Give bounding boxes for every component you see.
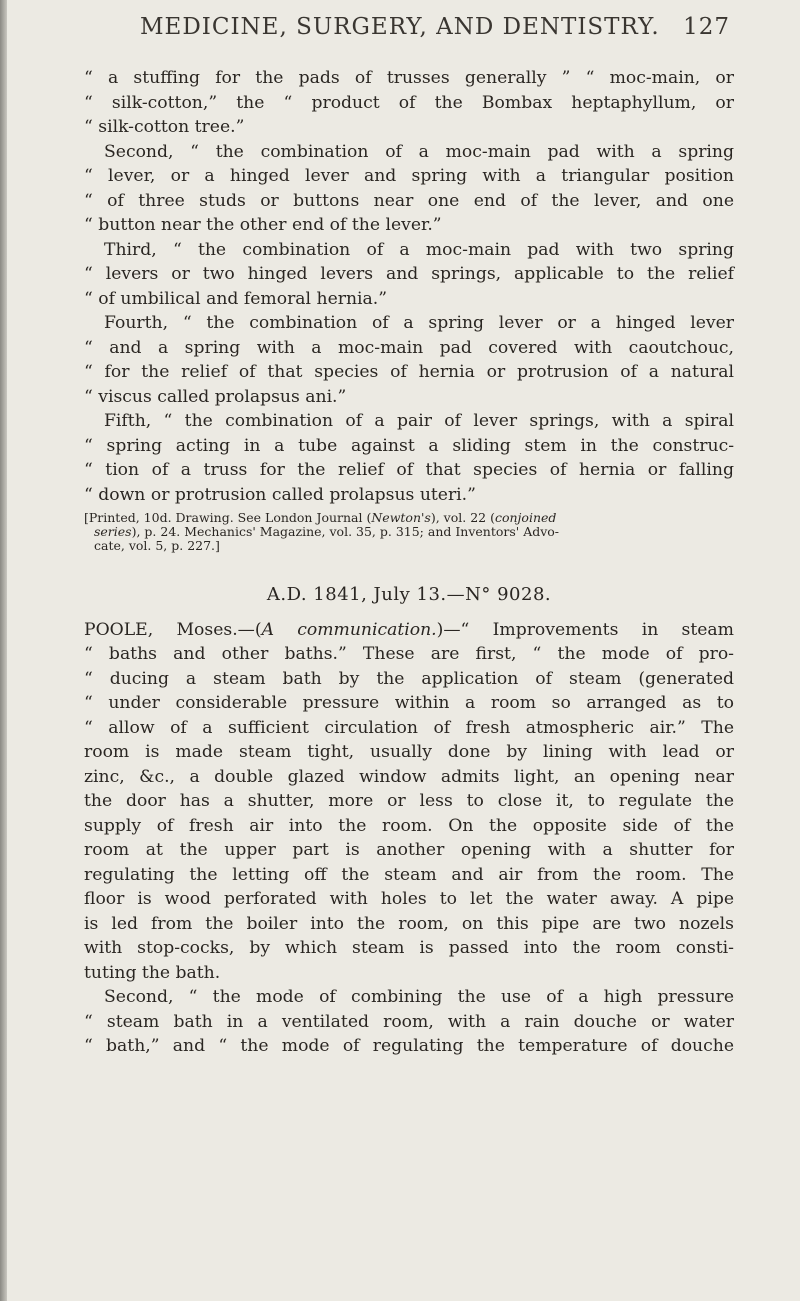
entry-first-line-rest: —“ Improvements in steam bbox=[443, 619, 734, 640]
text-line: “ tion of a truss for the relief of that species of hernia or falling bbox=[84, 460, 734, 480]
text-line: “ under considerable pressure within a room so arranged as to bbox=[84, 693, 734, 713]
patentee-name: POOLE, Moses. bbox=[84, 619, 238, 640]
text-line: “ for the relief of that species of hernia or protrusion of a natural bbox=[84, 362, 734, 382]
page-number: 127 bbox=[683, 14, 730, 40]
running-title: MEDICINE, SURGERY, AND DENTISTRY. bbox=[140, 14, 660, 40]
text-line: is led from the boiler into the room, on this pipe are two nozels bbox=[84, 913, 734, 934]
text-line: with stop-cocks, by which steam is passed into the room consti- bbox=[84, 938, 734, 958]
note-italic-text: Newton's bbox=[371, 510, 431, 525]
text-line: “ silk-cotton,” the “ product of the Bombax heptaphyllum, or bbox=[84, 92, 734, 113]
text-line: “ viscus called prolapsus ani.” bbox=[84, 386, 347, 407]
steam-bath-entry bbox=[84, 618, 734, 1059]
patent-entry-heading: A.D. 1841, July 13.—N° 9028. bbox=[266, 584, 552, 605]
text-line: Fourth, “ the combination of a spring lever or a hinged lever bbox=[104, 313, 734, 333]
text-line: “ baths and other baths.” These are first, “ the mode of pro- bbox=[84, 644, 734, 664]
page-spine-edge bbox=[0, 0, 7, 1301]
truss-specification-paragraph bbox=[84, 66, 734, 507]
page-body bbox=[84, 66, 734, 1059]
publication-note bbox=[84, 511, 734, 553]
text-line: “ and a spring with a moc-main pad covered with caoutchouc, bbox=[84, 337, 734, 358]
text-line: Third, “ the combination of a moc-main pad with two spring bbox=[104, 239, 734, 260]
text-line: “ a stuffing for the pads of trusses generally ” “ moc-main, or bbox=[84, 68, 734, 88]
text-line: “ allow of a sufficient circulation of fresh atmospheric air.” The bbox=[84, 717, 734, 738]
text-line: Second, “ the combination of a moc-main pad with a spring bbox=[104, 141, 734, 162]
running-header bbox=[140, 14, 730, 40]
text-line: tuting the bath. bbox=[84, 962, 221, 983]
text-line: room at the upper part is another opening with a shutter for bbox=[84, 840, 734, 860]
note-line: cate, vol. 5, p. 227.] bbox=[94, 538, 220, 553]
text-line: “ bath,” and “ the mode of regulating the temperature of douche bbox=[84, 1036, 734, 1056]
text-line: supply of fresh air into the room. On the opposite side of the bbox=[84, 815, 734, 836]
text-line: “ ducing a steam bath by the application of steam (generated bbox=[84, 668, 734, 689]
text-line: “ of three studs or buttons near one end of the lever, and one bbox=[84, 190, 734, 211]
note-italic-text: conjoined bbox=[494, 510, 557, 525]
text-line: “ levers or two hinged levers and springs, applicable to the relief bbox=[84, 264, 734, 284]
text-line: “ button near the other end of the lever.” bbox=[84, 215, 442, 235]
text-line: floor is wood perforated with holes to let the water away. A pipe bbox=[84, 889, 734, 909]
note-italic-text: series bbox=[94, 524, 132, 539]
text-line: “ steam bath in a ventilated room, with a rain douche or water bbox=[84, 1011, 734, 1032]
text-line: the door has a shutter, more or less to close it, to regulate the bbox=[84, 791, 734, 811]
text-line: “ lever, or a hinged lever and spring with a triangular position bbox=[84, 166, 734, 186]
entry-first-line: POOLE, Moses.—(A communication.)—“ Improvements in steam bbox=[84, 619, 734, 640]
note-text: [Printed, 10d. Drawing. See London Journal ( bbox=[84, 510, 372, 525]
note-line bbox=[84, 511, 734, 525]
text-line: regulating the letting off the steam and air from the room. The bbox=[84, 864, 734, 885]
text-line: “ silk-cotton tree.” bbox=[84, 117, 245, 137]
text-line: Fifth, “ the combination of a pair of lever springs, with a spiral bbox=[104, 411, 734, 431]
text-line: “ spring acting in a tube against a sliding stem in the construc- bbox=[84, 435, 734, 456]
note-line bbox=[84, 525, 734, 539]
text-line: “ down or protrusion called prolapsus uteri.” bbox=[84, 484, 476, 505]
note-text: ), p. 24. Mechanics' Magazine, vol. 35, p. 315; and Inventors' Advo- bbox=[131, 524, 560, 539]
entry-kind: A communication. bbox=[261, 619, 437, 640]
text-line: “ of umbilical and femoral hernia.” bbox=[84, 288, 388, 309]
text-line: room is made steam tight, usually done by lining with lead or bbox=[84, 742, 734, 762]
text-line: Second, “ the mode of combining the use of a high pressure bbox=[104, 987, 734, 1007]
note-text: ), vol. 22 ( bbox=[430, 510, 495, 525]
text-line: zinc, &c., a double glazed window admits light, an opening near bbox=[84, 766, 734, 787]
